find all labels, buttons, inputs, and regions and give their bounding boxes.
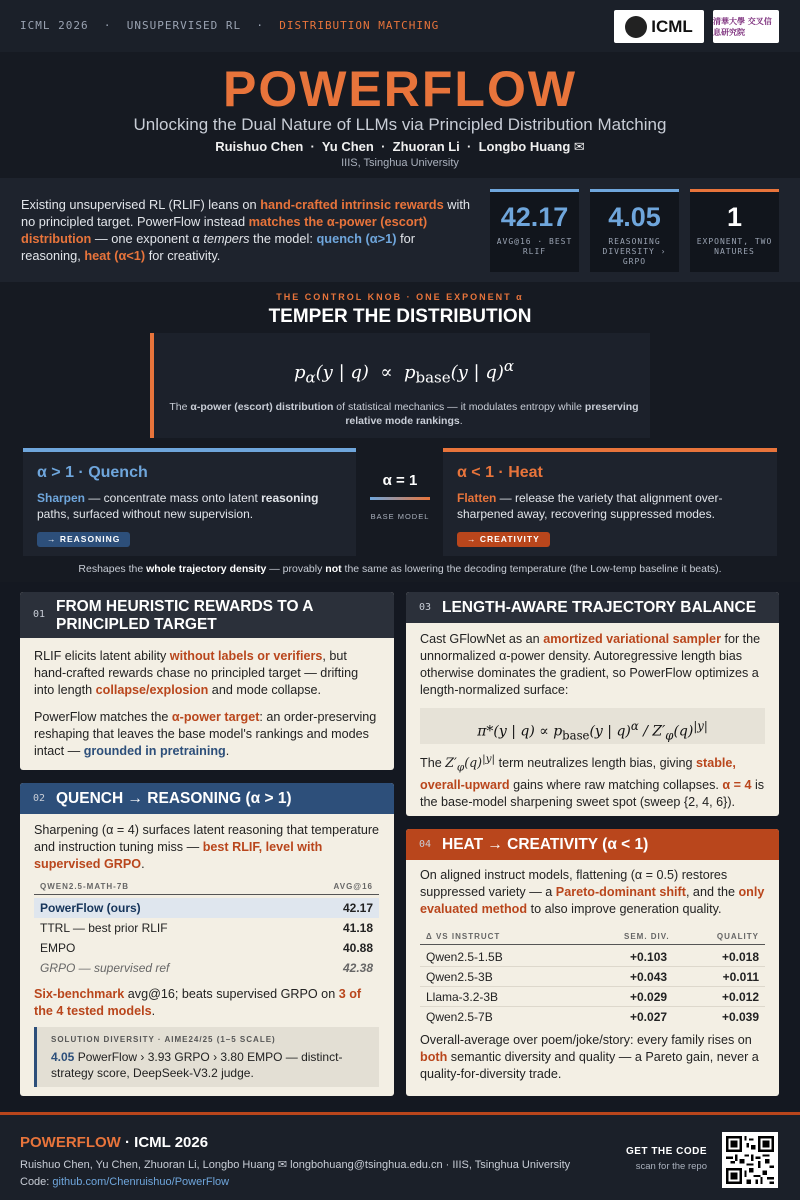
quench-title: α > 1 · Quench <box>37 464 148 481</box>
crumb-subtopic: DISTRIBUTION MATCHING <box>279 19 440 32</box>
card-title: FROM HEURISTIC REWARDS TO A PRINCIPLED TARGET <box>56 598 313 633</box>
card-paragraph: RLIF elicits latent ability without labels or verifiers, but hand-crafted rewards chase no principled target — drifting into length collapse/explosion and mode collapse. <box>34 649 359 697</box>
card-header: 02 QUENCH → REASONING (α > 1) <box>20 783 394 814</box>
author: Ruishuo Chen <box>215 139 304 154</box>
knob-title: TEMPER THE DISTRIBUTION <box>268 306 532 327</box>
card-quench-reasoning <box>20 783 394 1096</box>
author: Zhuoran Li <box>392 139 460 154</box>
length-normalized-equation: π*(y | $q) \propto p_{base}(y$ | $q)^\alpha / Z'_\varphi(q)^{|y|}$ <box>420 708 765 744</box>
heat-card <box>443 448 777 556</box>
card-header: 01 FROM HEURISTIC REWARDS TO A PRINCIPLED TARGET <box>20 592 394 638</box>
table-row: Qwen2.5-1.5B +0.103 +0.018 <box>420 947 765 967</box>
stat-avg16: 42.17 AVG@16 · BEST RLIF <box>490 189 579 272</box>
heat-desc: Flatten — release the variety that alignment over-sharpened away, recovering suppressed modes. <box>457 491 723 521</box>
reasoning-table <box>34 879 379 979</box>
table-row: PowerFlow (ours) 42.17 <box>34 898 379 918</box>
author: Yu Chen <box>321 139 374 154</box>
creativity-pill: → CREATIVITY <box>457 532 550 547</box>
quench-card <box>23 448 356 556</box>
card-paragraph: On aligned instruct models, flattening (α = 0.5) restores suppressed variety — a Pareto-dominant shift, and the only evaluated method to also improve generation quality. <box>420 868 765 916</box>
card-title: QUENCH → REASONING (α > 1) <box>56 790 292 807</box>
repo-link[interactable]: github.com/Chenruishuo/PowerFlow <box>52 1176 230 1188</box>
crumb-venue: ICML 2026 <box>20 19 89 32</box>
base-model-label: BASE MODEL <box>370 512 430 521</box>
card-title: LENGTH-AWARE TRAJECTORY BALANCE <box>442 599 757 616</box>
page-title: POWERFLOW <box>222 61 578 117</box>
footer-authors: Ruishuo Chen, Yu Chen, Zhuoran Li, Longbo Huang ✉ longbohuang@tsinghua.edu.cn · IIIS, Tsinghua University <box>20 1159 571 1171</box>
table-row: Qwen2.5-3B +0.043 +0.011 <box>420 967 765 987</box>
tsinghua-logo: 清華大學 交叉信息研究院 <box>713 10 779 43</box>
table-row: EMPO 40.88 <box>40 941 373 955</box>
footer-code: Code: github.com/Chenruishuo/PowerFlow <box>20 1176 230 1188</box>
table-row: GRPO — supervised ref 42.38 <box>40 961 373 975</box>
stat-exponent: 1 EXPONENT, TWO NATURES <box>690 189 779 272</box>
table-row: TTRL — best prior RLIF 41.18 <box>40 921 373 935</box>
page-subtitle: Unlocking the Dual Nature of LLMs via Principled Distribution Matching <box>133 115 667 134</box>
icml-logo-icon <box>625 16 647 38</box>
card-paragraph: Cast GFlowNet as an amortized variational sampler for the unnormalized α-power density. Autoregressive length bias otherwise dominates the gradient, so PowerFlow optimizes a length-normalized surface: <box>420 632 761 697</box>
card-paragraph: Overall-average over poem/joke/story: every family rises on both semantic diversity and quality — a Pareto gain, never a quality-for-diversity trade. <box>420 1033 759 1081</box>
reshape-note: Reshapes the whole trajectory density — provably not the same as lowering the decoding temperature (the Low-temp baseline it beats). <box>78 563 722 575</box>
reasoning-pill: → REASONING <box>37 532 130 547</box>
formula-box <box>150 333 650 438</box>
qr-code-icon[interactable] <box>722 1132 778 1188</box>
get-code-sub: scan for the repo <box>635 1161 707 1172</box>
abstract-text: Existing unsupervised RL (RLIF) leans on hand-crafted intrinsic rewards with no principled target. PowerFlow instead matches the α-power (escort) distribution — one exponent α tempers the model: quench (α>1) for reasoning, heat (α<1) for creativity. <box>21 197 471 263</box>
diversity-callout: SOLUTION DIVERSITY · AIME24/25 (1–5 SCALE) 4.05 PowerFlow › 3.93 GRPO › 3.80 EMPO — distinct-strategy score, DeepSeek-V3.2 judge. <box>34 1027 379 1087</box>
footer-title: POWERFLOW · ICML 2026 <box>20 1134 209 1151</box>
author-list: Ruishuo Chen · Yu Chen · Zhuoran Li · Longbo Huang ✉ <box>215 139 585 154</box>
stat-diversity: 4.05 REASONING DIVERSITY › GRPO <box>590 189 679 272</box>
affiliation: IIIS, Tsinghua University <box>341 157 459 169</box>
table-row: Qwen2.5-7B +0.027 +0.039 <box>426 1010 759 1024</box>
alpha-one-label: α = 1 <box>382 472 418 489</box>
table-header: QWEN2.5-MATH-7B AVG@16 <box>34 879 379 895</box>
card-heat-creativity <box>406 829 779 1096</box>
heat-title: α < 1 · Heat <box>457 464 543 481</box>
knob-kicker: THE CONTROL KNOB · ONE EXPONENT α <box>276 292 524 302</box>
alpha-gradient-bar <box>370 497 430 500</box>
card-paragraph: Sharpening (α = 4) surfaces latent reasoning that temperature and instruction tuning miss — best RLIF, level with supervised GRPO. <box>34 823 380 871</box>
breadcrumb: ICML 2026 · UNSUPERVISED RL · DISTRIBUTION MATCHING <box>20 19 440 32</box>
escort-formula: $p_\alpha(y$ | $q) \propto p_{base}(y$ | q)$^\alpha$ <box>293 357 515 387</box>
card-paragraph: The $Z'_\varphi(q)^{|y|}$ term neutralizes length bias, giving stable, overall-upward gains where raw matching collapses. α = 4 is the base-model sharpening sweet spot (sweep {2, 4, 6}). <box>420 753 765 809</box>
card-heuristic-to-principled <box>20 592 394 770</box>
card-header: 03 LENGTH-AWARE TRAJECTORY BALANCE <box>406 592 779 623</box>
table-row: Llama-3.2-3B +0.029 +0.012 <box>420 987 765 1007</box>
icml-logo: ICML <box>614 10 704 43</box>
table-header: Δ VS INSTRUCT SEM. DIV. QUALITY <box>420 929 765 945</box>
quench-desc: Sharpen — concentrate mass onto latent reasoning paths, surfaced without new supervision. <box>37 491 319 521</box>
card-paragraph: Six-benchmark avg@16; beats supervised GRPO on 3 of the 4 tested models. <box>34 987 362 1018</box>
creativity-table <box>420 929 765 1029</box>
get-code-label: GET THE CODE <box>625 1146 707 1157</box>
crumb-topic: UNSUPERVISED RL <box>126 19 242 32</box>
card-length-aware <box>406 592 779 816</box>
footer <box>0 1112 800 1200</box>
card-paragraph: PowerFlow matches the α-power target: an order-preserving reshaping that leaves the base model's rankings and modes intact — grounded in pretraining. <box>34 710 377 758</box>
card-header: 04 HEAT → CREATIVITY (α < 1) <box>406 829 779 860</box>
card-title: HEAT → CREATIVITY (α < 1) <box>442 836 649 853</box>
author: Longbo Huang ✉ <box>478 139 585 154</box>
formula-caption: The α-power (escort) distribution of statistical mechanics — it modulates entropy while preserving relative mode rankings. <box>169 401 639 427</box>
